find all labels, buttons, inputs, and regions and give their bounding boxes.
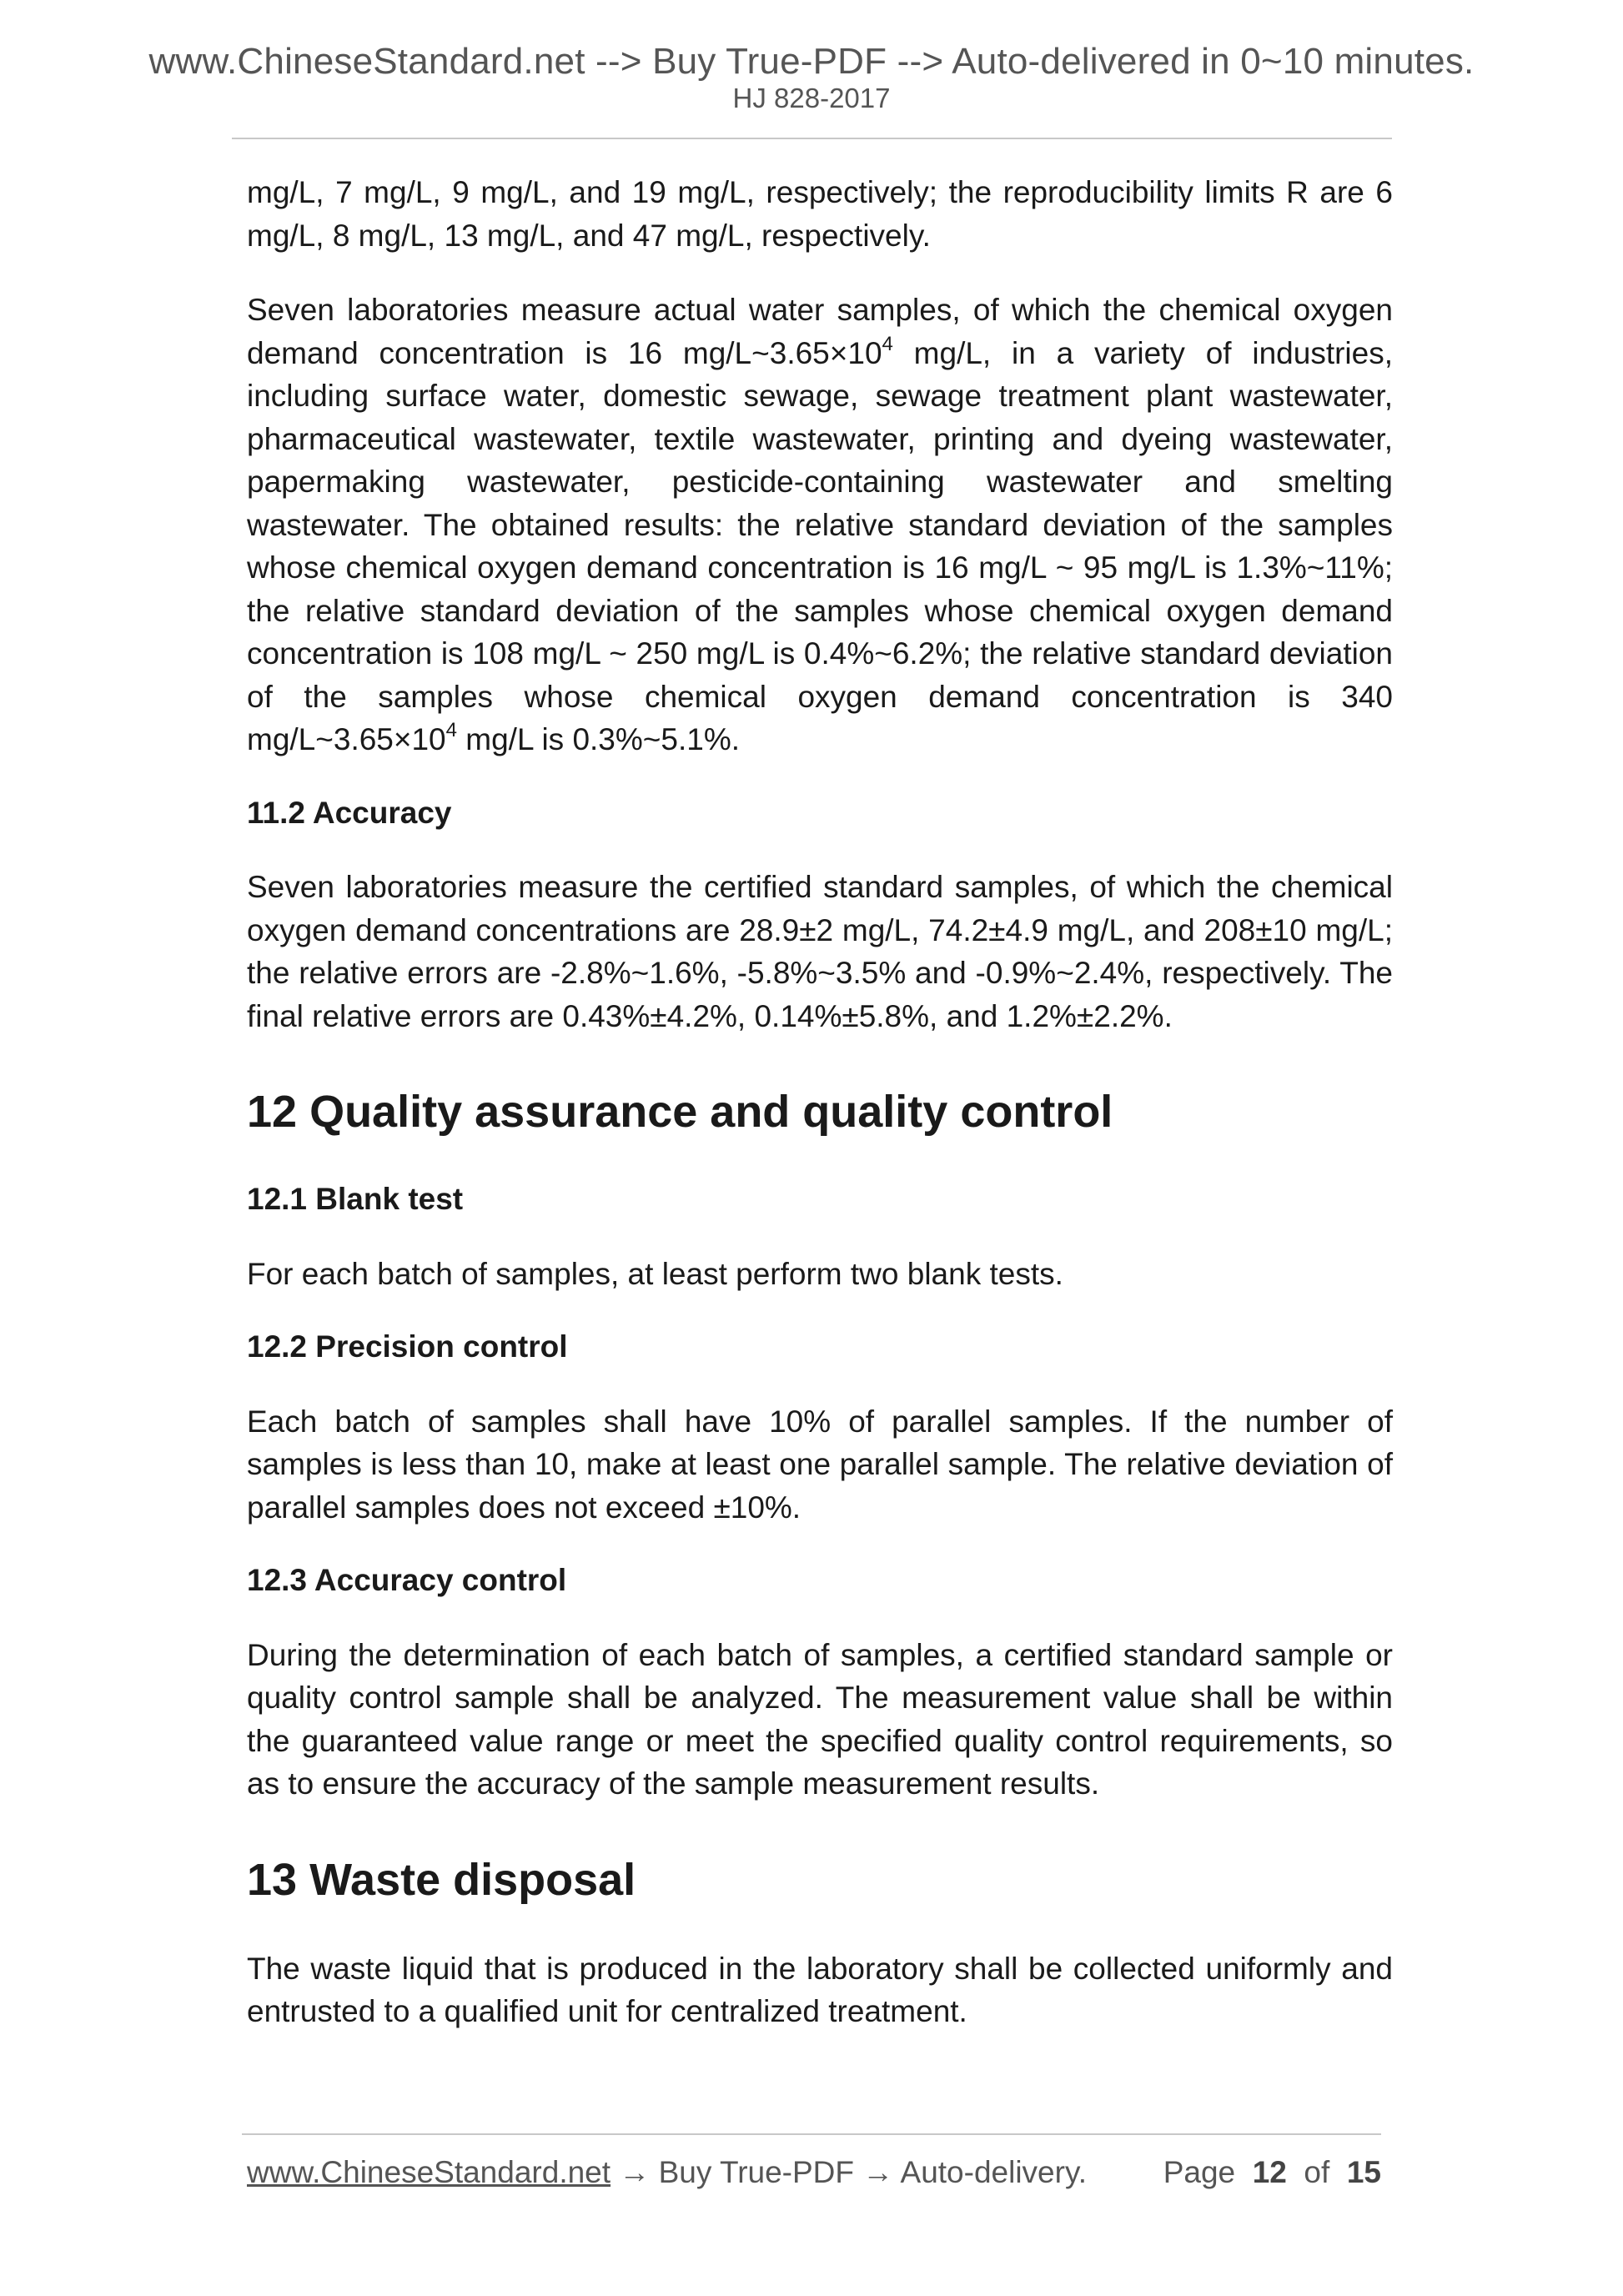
blank-test-paragraph: For each batch of samples, at least perform two blank tests. bbox=[247, 1256, 1063, 1291]
total-pages-number: 15 bbox=[1346, 2155, 1381, 2189]
accuracy-paragraph: Seven laboratories measure the certified standard samples, of which the chemical oxygen demand concentrations are 28.9±2 mg/L, 74.2±4.9 mg/L, and 208±10 mg/L; the relative errors are -2.8%~1.6%, -5.8%~3.5% and -0.9%~2.4%, respectively. The final relative errors are 0.43%±4.2%, 0.14%±5.8%, and 1.2%±2.2%. bbox=[247, 870, 1393, 1033]
current-page-number: 12 bbox=[1252, 2155, 1287, 2189]
continued-paragraph: mg/L, 7 mg/L, 9 mg/L, and 19 mg/L, respectively; the reproducibility limits R are 6 mg/L, 8 mg/L, 13 mg/L, and 47 mg/L, respectively. bbox=[247, 175, 1393, 253]
paragraph-text: mg/L, in a variety of industries, including surface water, domestic sewage, sewage treatment plant wastewater, pharmaceutical wastewater, textile wastewater, printing and dyeing wastewater, papermaking wastewater, pesticide-containing wastewater and smelting wastewater. The obtained results: the relative standard deviation of the samples whose chemical oxygen demand concentration is 16 mg/L ~ 95 mg/L is 1.3%~11%; the relative standard deviation of the samples whose chemical oxygen demand concentration is 108 mg/L ~ 250 mg/L is 0.4%~6.2%; the relative standard deviation of the samples whose chemical oxygen demand concentration is 340 mg/L~3.65×10 bbox=[247, 335, 1393, 756]
section-heading-13: 13 Waste disposal bbox=[247, 1854, 636, 1905]
section-heading-12-2: 12.2 Precision control bbox=[247, 1329, 568, 1364]
header-divider bbox=[232, 138, 1392, 139]
section-heading-12-3: 12.3 Accuracy control bbox=[247, 1563, 567, 1597]
site-banner: www.ChineseStandard.net --> Buy True-PDF --> Auto-delivered in 0~10 minutes. bbox=[148, 41, 1475, 82]
footer-divider bbox=[242, 2133, 1381, 2135]
superscript: 4 bbox=[882, 332, 893, 355]
waste-disposal-paragraph: The waste liquid that is produced in the laboratory shall be collected uniformly and entrusted to a qualified unit for centralized treatment. bbox=[247, 1951, 1393, 2028]
accuracy-control-paragraph: During the determination of each batch of samples, a certified standard sample or quality control sample shall be analyzed. The measurement value shall be within the guaranteed value range or meet the specified quality control requirements, so as to ensure the accuracy of the sample measurement results. bbox=[247, 1637, 1393, 1801]
section-heading-12: 12 Quality assurance and quality control bbox=[247, 1087, 1113, 1137]
page-content bbox=[247, 171, 1393, 2033]
document-code: HJ 828-2017 bbox=[732, 83, 891, 113]
precision-control-paragraph: Each batch of samples shall have 10% of parallel samples. If the number of samples is less than 10, make at least one parallel sample. The relative deviation of parallel samples does not exceed ±10%. bbox=[247, 1404, 1393, 1525]
of-label: of bbox=[1304, 2155, 1330, 2189]
section-heading-12-1: 12.1 Blank test bbox=[247, 1182, 464, 1216]
footer-promo bbox=[247, 2152, 1087, 2193]
actual-samples-paragraph bbox=[247, 289, 1393, 761]
footer-site-link[interactable]: www.ChineseStandard.net bbox=[247, 2155, 611, 2189]
paragraph-text: mg/L is 0.3%~5.1%. bbox=[457, 722, 740, 756]
section-heading-11-2: 11.2 Accuracy bbox=[247, 795, 452, 830]
superscript: 4 bbox=[445, 719, 457, 741]
page-indicator bbox=[1163, 2152, 1381, 2193]
footer-promo-text: → Buy True-PDF → Auto-delivery. bbox=[611, 2155, 1087, 2189]
paragraph-text: Seven laboratories measure actual water samples, of which the chemical oxygen demand concentration is 16 mg/L~3.65×10 bbox=[247, 293, 1393, 370]
page-label: Page bbox=[1163, 2155, 1236, 2189]
